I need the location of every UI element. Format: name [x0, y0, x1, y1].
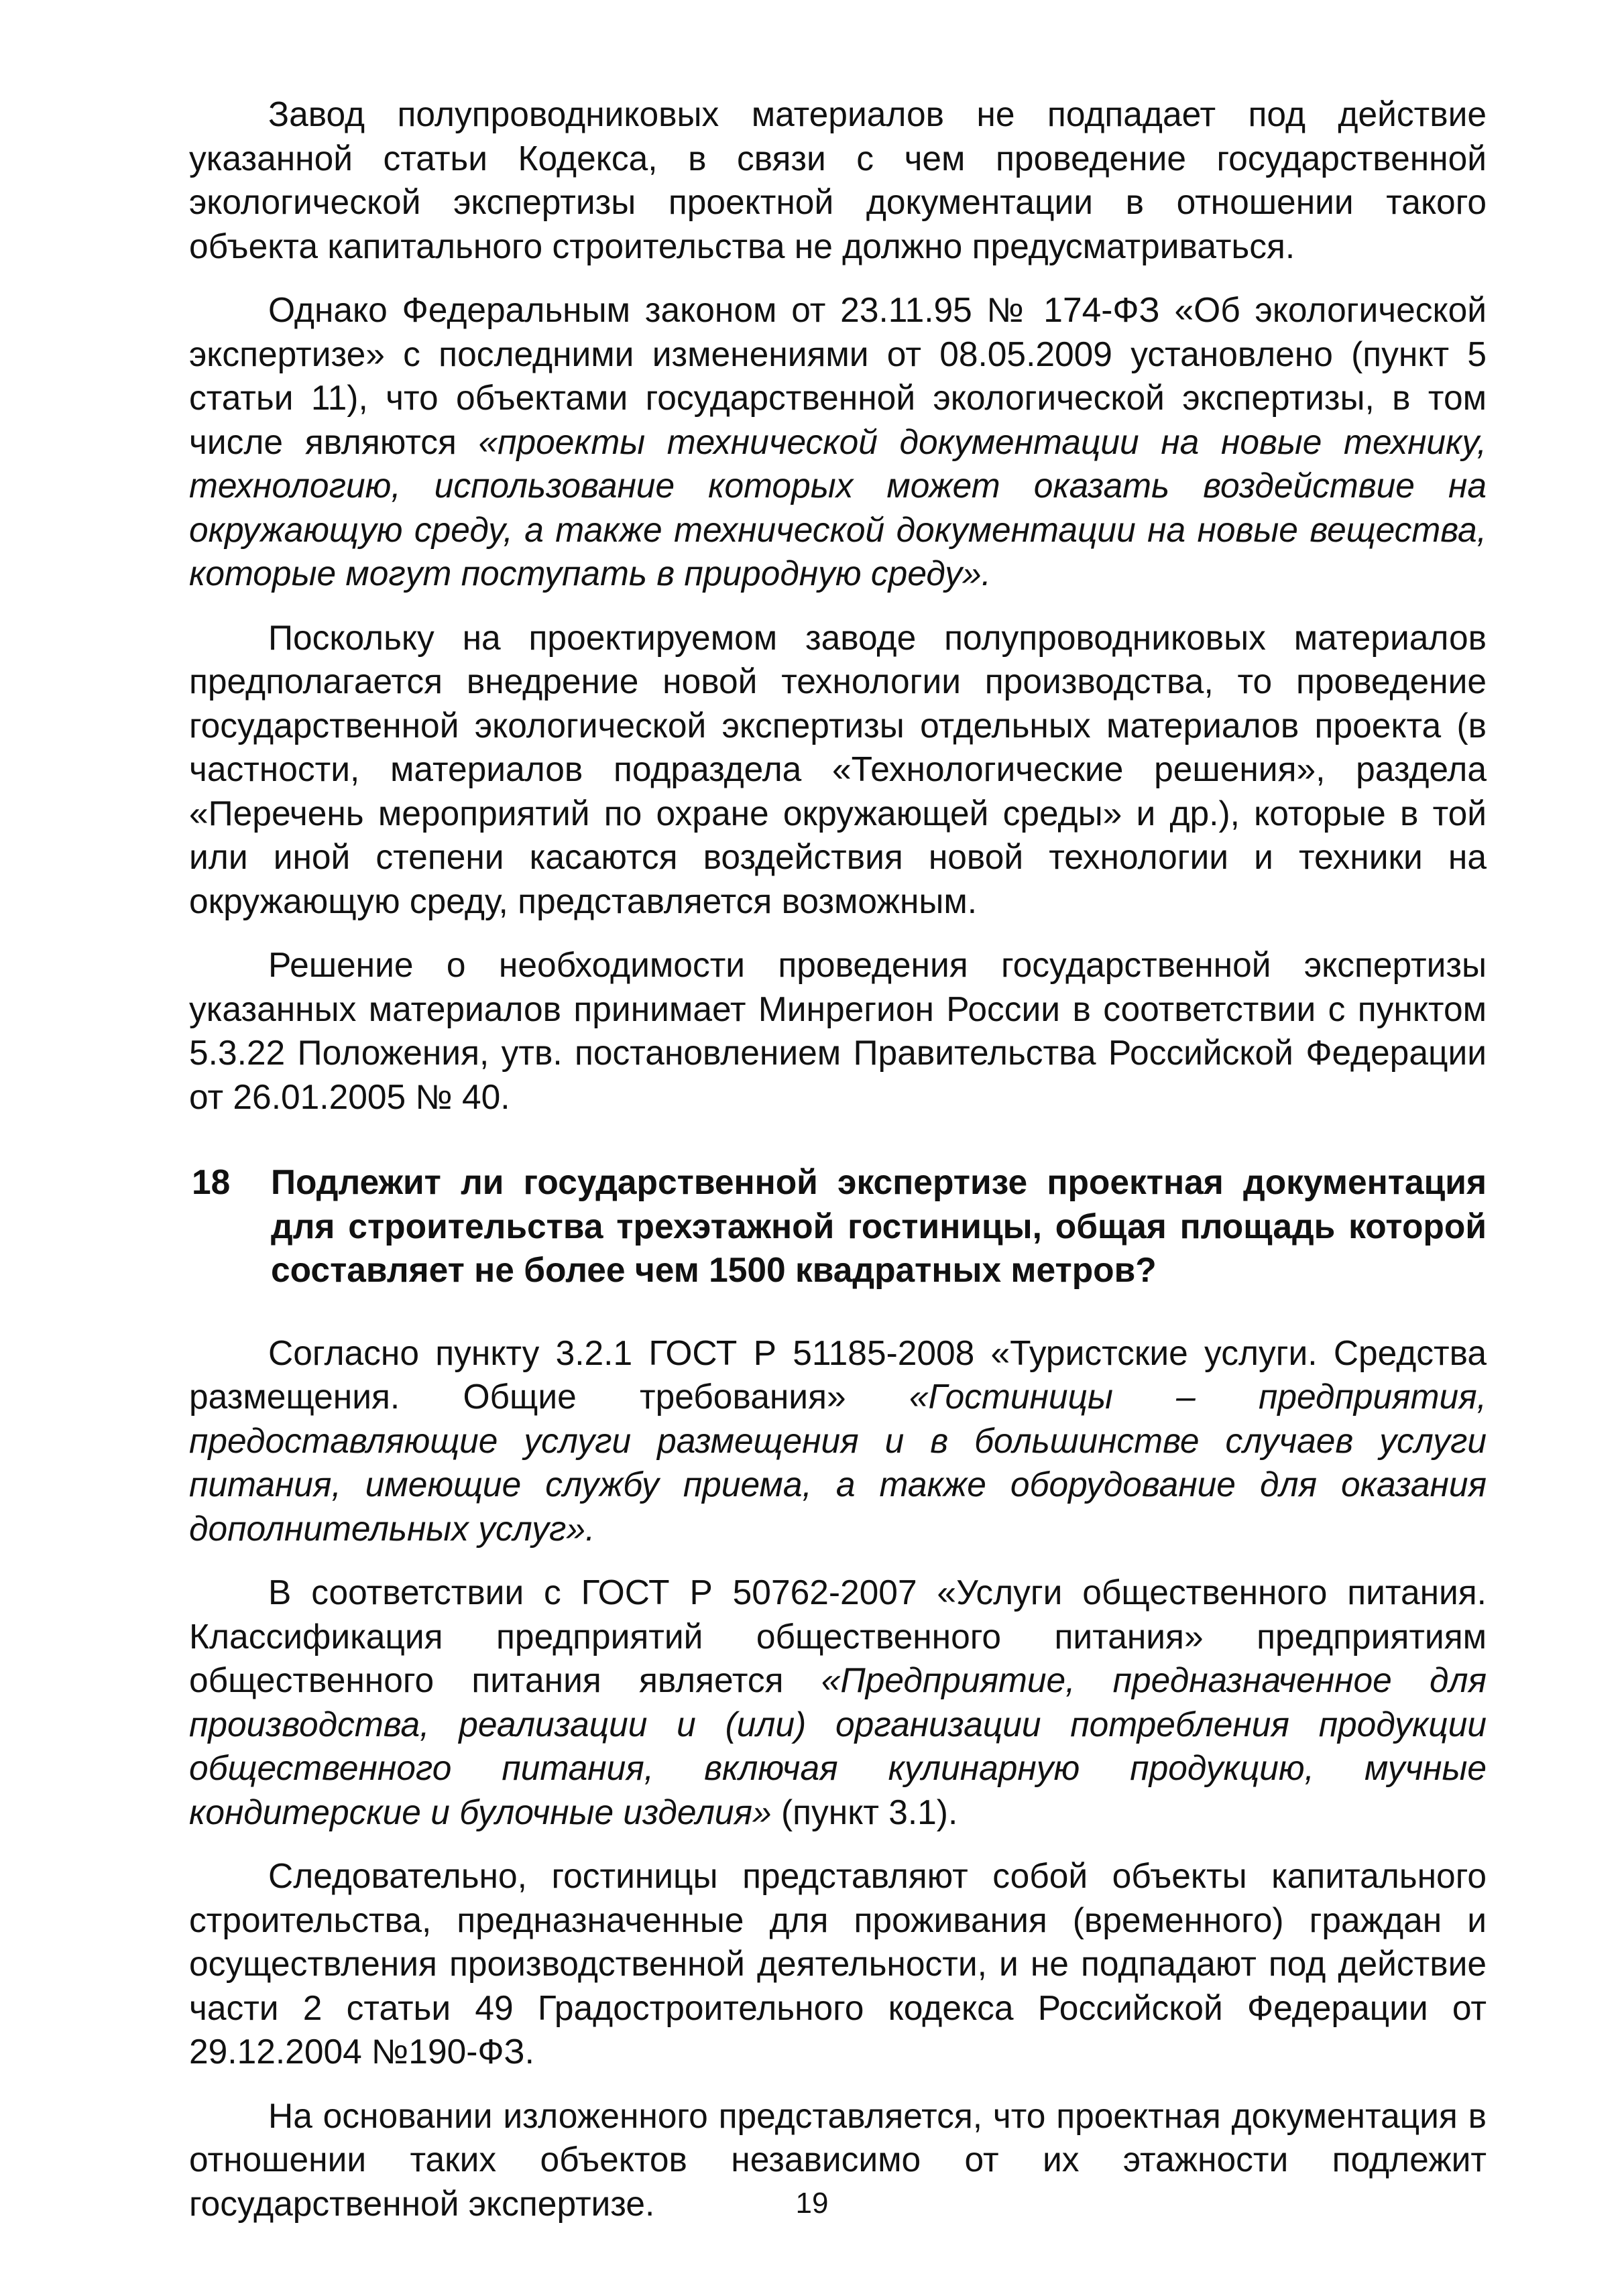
paragraph-text: Поскольку на проектируемом заводе полупроводниковых материалов предполагается внедрение новой технологии производства, то проведение государственной экологической экспертизы отдельных материалов проекта (в частности, материалов подраздела «Технологические решения», раздела «Перечень мероприятий по охране окружающей среды» и др.), которые в той или иной степени касаются воздействия новой технологии и техники на окружающую среду, представляется возможным. [189, 617, 1487, 920]
paragraph-text: Однако Федеральным законом от 23.11.95 № 174-ФЗ «Об экологической экспертизе» с последними изменениями от 08.05.2009 установлено (пункт 5 статьи 11), что объектами государственной экологической экспертизы, в том числе являются [189, 290, 1487, 461]
question-number: 18 [192, 1162, 231, 1201]
paragraph-quote: «Гостиницы – предприятия, предоставляющие услуги размещения и в большинстве случаев услуги питания, имеющие службу приема, а также оборудование для оказания дополнительных услуг». [189, 1377, 1487, 1548]
paragraph-text: На основании изложенного представляется, что проектная документация в отношении таких объектов независимо от их этажности подлежит государственной экспертизе. [189, 2096, 1487, 2223]
paragraph-text: В соответствии с ГОСТ Р 50762-2007 «Услуги общественного питания. Классификация предприятий общественного питания» предприятиям общественного питания является [189, 1573, 1487, 1699]
paragraph-text: Согласно пункту 3.2.1 ГОСТ Р 51185-2008 «Туристские услуги. Средства размещения. Общие требования» [189, 1333, 1487, 1416]
question-text: Подлежит ли государственной экспертизе проектная документация для строительства трехэтажной гостиницы, общая площадь которой составляет не более чем 1500 квадратных метров? [271, 1162, 1487, 1289]
paragraph-zavod [189, 93, 1487, 268]
paragraph-minregion-decision [189, 943, 1487, 1119]
paragraph-federal-law [189, 288, 1487, 596]
page-number: 19 [795, 2187, 829, 2220]
paragraph-quote: «Предприятие, предназначенное для производства, реализации и (или) организации потребления продукции общественного питания, включая кулинарную продукцию, мучные кондитерские и булочные изделия» [189, 1660, 1487, 1831]
paragraph-text: (пункт 3.1). [771, 1792, 958, 1831]
paragraph-text: Следовательно, гостиницы представляют собой объекты капитального строительства, предназначенные для проживания (временного) граждан и осуществления производственной деятельности, и не подпадают под действие части 2 статьи 49 Градостроительного кодекса Российской Федерации от 29.12.2004 №190-ФЗ. [189, 1856, 1487, 2071]
paragraph-gost-50762 [189, 1571, 1487, 1834]
paragraph-new-technology [189, 616, 1487, 924]
paragraph-consequently [189, 1854, 1487, 2074]
paragraph-text: Завод полупроводниковых материалов не подпадает под действие указанной статьи Кодекса, в связи с чем проведение государственной экологической экспертизы проектной документации в отношении такого объекта капитального строительства не должно предусматриваться. [189, 95, 1487, 265]
question-heading [189, 1160, 1487, 1292]
page-content [189, 93, 1487, 2246]
paragraph-quote: «проекты технической документации на новые технику, технологию, использование которых может оказать воздействие на окружающую среду, а также технической документации на новые вещества, которые могут поступать в природную среду». [189, 422, 1487, 593]
paragraph-text: Решение о необходимости проведения государственной экспертизы указанных материалов принимает Минрегион России в соответствии с пунктом 5.3.22 Положения, утв. постановлением Правительства Российской Федерации от 26.01.2005 № 40. [189, 945, 1487, 1116]
paragraph-gost-51185 [189, 1331, 1487, 1551]
